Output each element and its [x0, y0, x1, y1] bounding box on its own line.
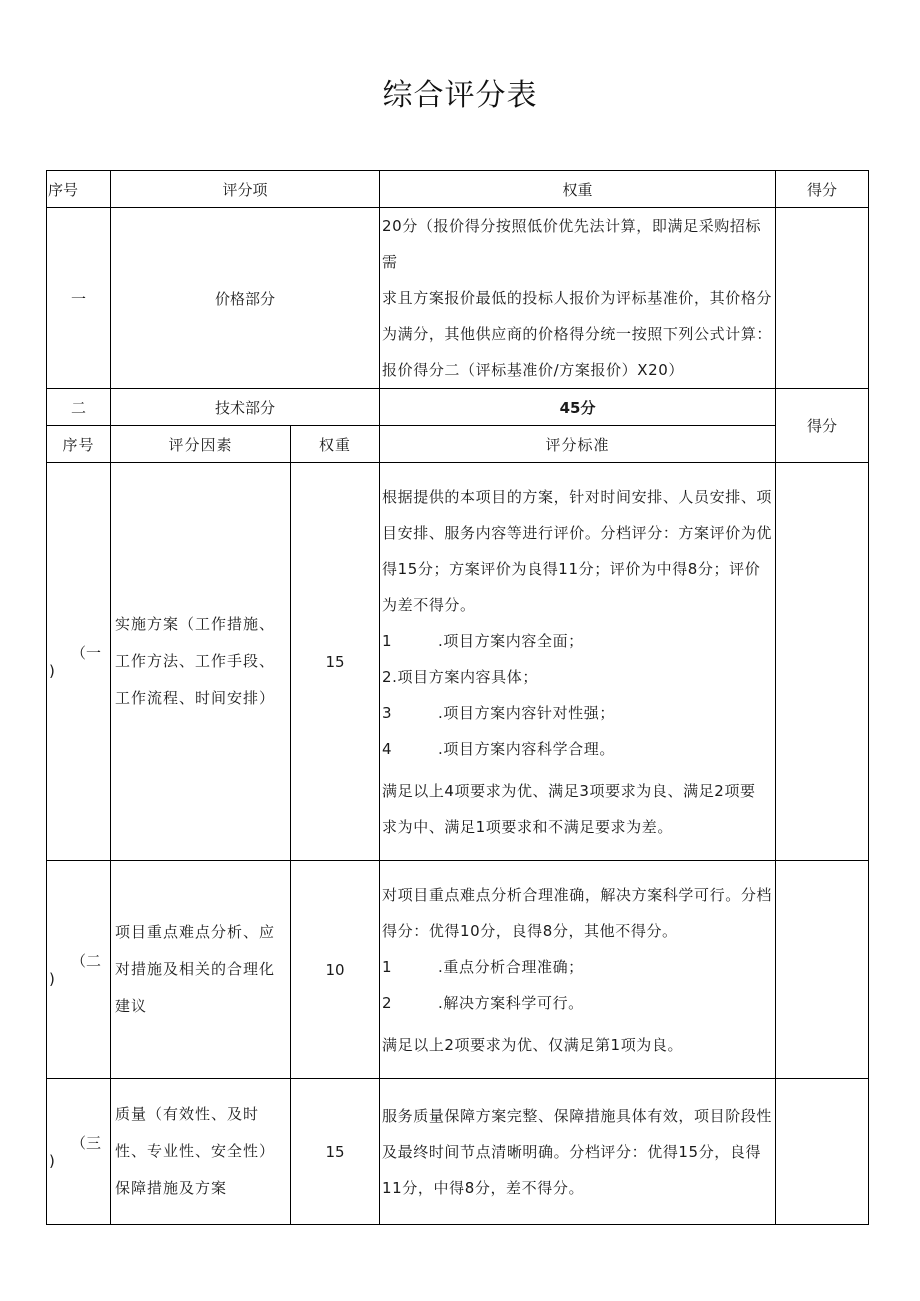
row-score-cell	[776, 861, 869, 1079]
row-factor: 项目重点难点分析、应对措施及相关的合理化建议	[111, 861, 291, 1079]
row-criteria	[380, 861, 776, 1079]
criteria-line: 及最终时间节点清晰明确。分档评分：优得15分，良得	[382, 1142, 762, 1161]
tech-index: 二	[47, 389, 111, 426]
criteria-line: 根据提供的本项目的方案，针对时间安排、人员安排、项	[382, 487, 773, 506]
row-weight: 15	[291, 1079, 380, 1225]
price-line: 报价得分二（评标基准价/方案报价）X20）	[382, 361, 685, 379]
table-header-row	[47, 171, 869, 208]
criteria-list-item: 2 .解决方案科学可行。	[382, 993, 584, 1012]
tech-row	[47, 389, 869, 426]
criteria-list-item: 1 .重点分析合理准确；	[382, 957, 584, 976]
header-weight: 权重	[380, 171, 776, 208]
criteria-list-item: 1 .项目方案内容全面；	[382, 631, 584, 650]
criteria-list-item: 2 .项目方案内容具体；	[382, 667, 538, 686]
row-index: （三 )	[47, 1079, 111, 1225]
tech-name: 技术部分	[111, 389, 380, 426]
price-line: 求且方案报价最低的投标人报价为评标基准价，其价格分	[382, 289, 773, 307]
row-weight: 15	[291, 463, 380, 861]
row-criteria	[380, 1079, 776, 1225]
criteria-line: 得分：优得10分，良得8分，其他不得分。	[382, 921, 678, 940]
row-score-cell	[776, 1079, 869, 1225]
criteria-line: 为差不得分。	[382, 595, 476, 614]
criteria-list-item: 3 .项目方案内容针对性强；	[382, 703, 615, 722]
price-description	[380, 208, 776, 389]
criteria-row	[47, 861, 869, 1079]
criteria-line: 满足以上2项要求为优、仅满足第1项为良。	[382, 1035, 684, 1054]
row-index: （二 )	[47, 861, 111, 1079]
sub-header-factor: 评分因素	[111, 426, 291, 463]
page-title: 综合评分表	[382, 78, 538, 113]
header-score: 得分	[776, 171, 869, 208]
price-name: 价格部分	[111, 208, 380, 389]
price-row	[47, 208, 869, 389]
sub-header-criteria: 评分标准	[380, 426, 776, 463]
criteria-line: 服务质量保障方案完整、保障措施具体有效，项目阶段性	[382, 1106, 773, 1125]
header-index: 序号	[47, 171, 111, 208]
criteria-row	[47, 463, 869, 861]
row-weight: 10	[291, 861, 380, 1079]
row-factor: 质量（有效性、及时性、专业性、安全性）保障措施及方案	[111, 1079, 291, 1225]
criteria-line: 11分，中得8分，差不得分。	[382, 1178, 585, 1197]
score-table	[46, 170, 869, 1225]
price-line: 为满分，其他供应商的价格得分统一按照下列公式计算：	[382, 325, 773, 343]
criteria-row	[47, 1079, 869, 1225]
criteria-line: 满足以上4项要求为优、满足3项要求为良、满足2项要	[382, 781, 756, 800]
tech-score-label: 得分	[776, 389, 869, 463]
criteria-line: 求为中、满足1项要求和不满足要求为差。	[382, 817, 673, 836]
sub-header-weight: 权重	[291, 426, 380, 463]
row-index: （一 )	[47, 463, 111, 861]
sub-header-index: 序号	[47, 426, 111, 463]
criteria-list-item: 4 .项目方案内容科学合理。	[382, 739, 615, 758]
row-score-cell	[776, 463, 869, 861]
criteria-line: 得15分；方案评价为良得11分；评价为中得8分；评价	[382, 559, 761, 578]
price-score-cell	[776, 208, 869, 389]
price-line: 20分（报价得分按照低价优先法计算，即满足采购招标需	[382, 217, 762, 271]
tech-weight: 45分	[380, 389, 776, 426]
criteria-line: 对项目重点难点分析合理准确，解决方案科学可行。分档	[382, 885, 773, 904]
sub-header-row	[47, 426, 869, 463]
row-factor: 实施方案（工作措施、工作方法、工作手段、工作流程、时间安排）	[111, 463, 291, 861]
header-item: 评分项	[111, 171, 380, 208]
row-criteria	[380, 463, 776, 861]
price-index: 一	[47, 208, 111, 389]
criteria-line: 目安排、服务内容等进行评价。分档评分：方案评价为优	[382, 523, 773, 542]
